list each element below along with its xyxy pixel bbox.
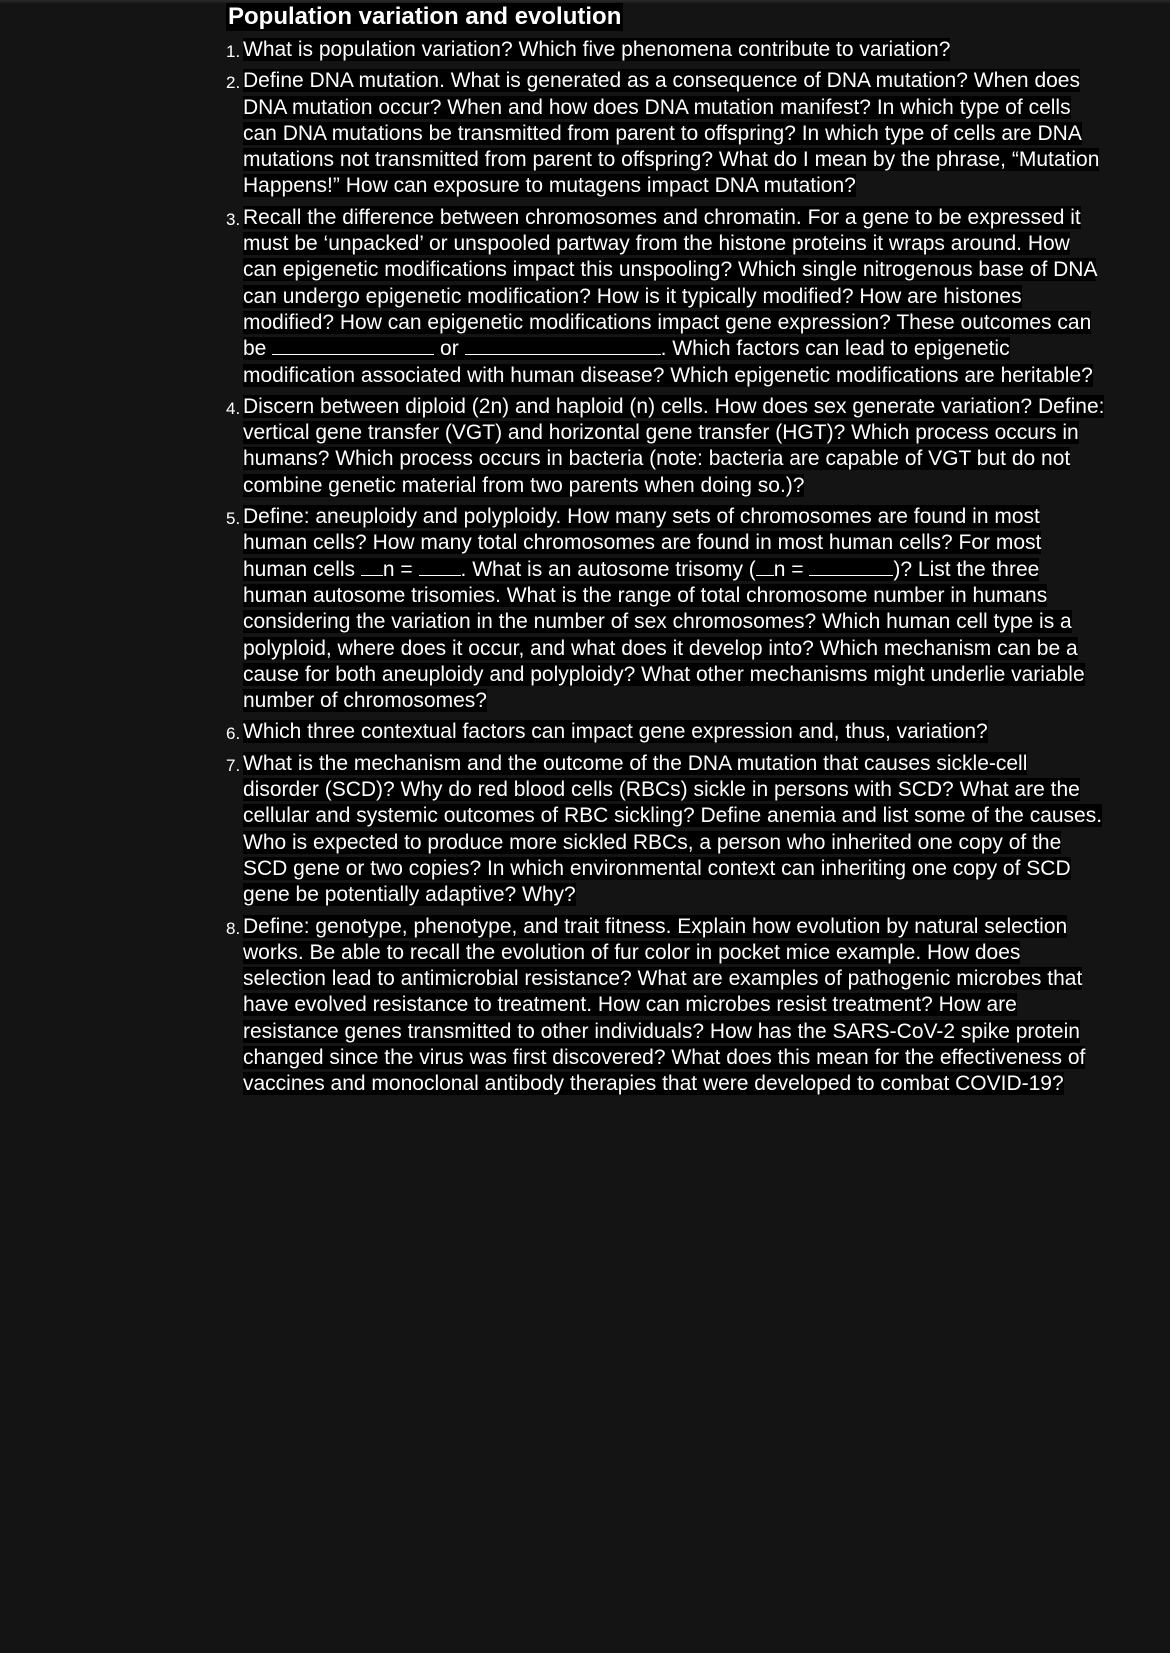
question-text: What is population variation? Which five phenomena contribute to variation? bbox=[243, 38, 951, 61]
fill-in-blank bbox=[465, 337, 661, 355]
question-text: Discern between diploid (2n) and haploid (n) cells. How does sex generate variation? Define: vertical gene transfer (VGT) and horizontal gene transfer (HGT)? Which process occurs in humans? Which process occurs in bacteria (note: bacteria are capable of VGT but do not combine genetic material from two parents when doing so.)? bbox=[243, 394, 1105, 497]
question-item bbox=[227, 205, 1107, 389]
document-title: Population variation and evolution bbox=[228, 3, 622, 30]
question-item bbox=[227, 504, 1107, 714]
fill-in-blank bbox=[756, 558, 774, 576]
question-number: 6. bbox=[226, 724, 241, 744]
fill-in-blank bbox=[419, 558, 461, 576]
question-text-part: . Which factors can lead to epigenetic modification associated with human disease? Which epigenetic modifications are heritable? bbox=[243, 337, 1093, 387]
question-number: 2. bbox=[226, 73, 241, 93]
question-text-part: or bbox=[440, 337, 459, 361]
question-text-part: )? List the three human autosome trisomies. What is the range of total chromosome number in humans considering the variation in the number of sex chromosomes? Which human cell type is a polyploid, where does it occur, and what does it develop into? Which mechanism can be a cause for both aneuploidy and polyploidy? What other mechanisms might underlie variable number of chromosomes? bbox=[243, 557, 1085, 713]
question-number: 1. bbox=[226, 42, 241, 61]
fill-in-blank bbox=[809, 558, 893, 576]
question-text-part: n = bbox=[773, 557, 804, 581]
fill-in-blank bbox=[361, 558, 383, 576]
question-list bbox=[227, 37, 1107, 1098]
question-number: 7. bbox=[226, 755, 241, 775]
fill-in-blank bbox=[272, 337, 434, 355]
question-text-part: Define: aneuploidy and polyploidy. How many sets of chromosomes are found in most human cells? How many total chromosomes are found in most human cells? For most human cells bbox=[243, 505, 1042, 581]
question-text-part: n = bbox=[382, 557, 413, 581]
question-text: Define DNA mutation. What is generated as a consequence of DNA mutation? When does DNA mutation occur? When and how does DNA mutation manifest? In which type of cells can DNA mutations be transmitted from parent to offspring? In which type of cells are DNA mutations not transmitted from parent to offspring? What do I mean by the phrase, “Mutation Happens!” How can exposure to mutagens impact DNA mutation? bbox=[243, 69, 1100, 198]
question-number: 4. bbox=[226, 398, 241, 418]
question-text: What is the mechanism and the outcome of the DNA mutation that causes sickle-cell disorder (SCD)? Why do red blood cells (RBCs) sickle in persons with SCD? What are the cellular and systemic outcomes of RBC sickling? Define anemia and list some of the causes. Who is expected to produce more sickled RBCs, a person who inherited one copy of the SCD gene or two copies? In which environmental context can inheriting one copy of SCD gene be potentially adaptive? Why? bbox=[243, 751, 1103, 907]
question-item bbox=[227, 394, 1107, 499]
question-text-part: . What is an autosome trisomy ( bbox=[460, 557, 756, 581]
question-number: 3. bbox=[226, 209, 241, 229]
question-number: 5. bbox=[226, 509, 241, 529]
question-item bbox=[227, 719, 1107, 745]
question-item bbox=[227, 37, 1107, 63]
question-item bbox=[227, 751, 1107, 909]
question-text bbox=[243, 206, 1096, 387]
question-number: 8. bbox=[226, 918, 241, 938]
question-text-part: Recall the difference between chromosomes and chromatin. For a gene to be expressed it must be ‘unpacked’ or unspooled partway from the histone proteins it wraps around. How can epigenetic modifications impact this unspooling? Which single nitrogenous base of DNA can undergo epigenetic modification? How is it typically modified? How are histones modified? How can epigenetic modifications impact gene expression? These outcomes can be bbox=[243, 205, 1097, 361]
question-text: Define: genotype, phenotype, and trait fitness. Explain how evolution by natural selection works. Be able to recall the evolution of fur color in pocket mice example. How does selection lead to antimicrobial resistance? What are examples of pathogenic microbes that have evolved resistance to treatment. How can microbes resist treatment? How are resistance genes transmitted to other individuals? How has the SARS-CoV-2 spike protein changed since the virus was first discovered? What does this mean for the effectiveness of vaccines and monoclonal antibody therapies that were developed to combat COVID-19? bbox=[243, 914, 1086, 1096]
question-item bbox=[227, 914, 1107, 1098]
document-page bbox=[227, 3, 1107, 1103]
question-text: Which three contextual factors can impact gene expression and, thus, variation? bbox=[243, 720, 988, 744]
question-text bbox=[243, 505, 1085, 712]
question-item bbox=[227, 68, 1107, 199]
